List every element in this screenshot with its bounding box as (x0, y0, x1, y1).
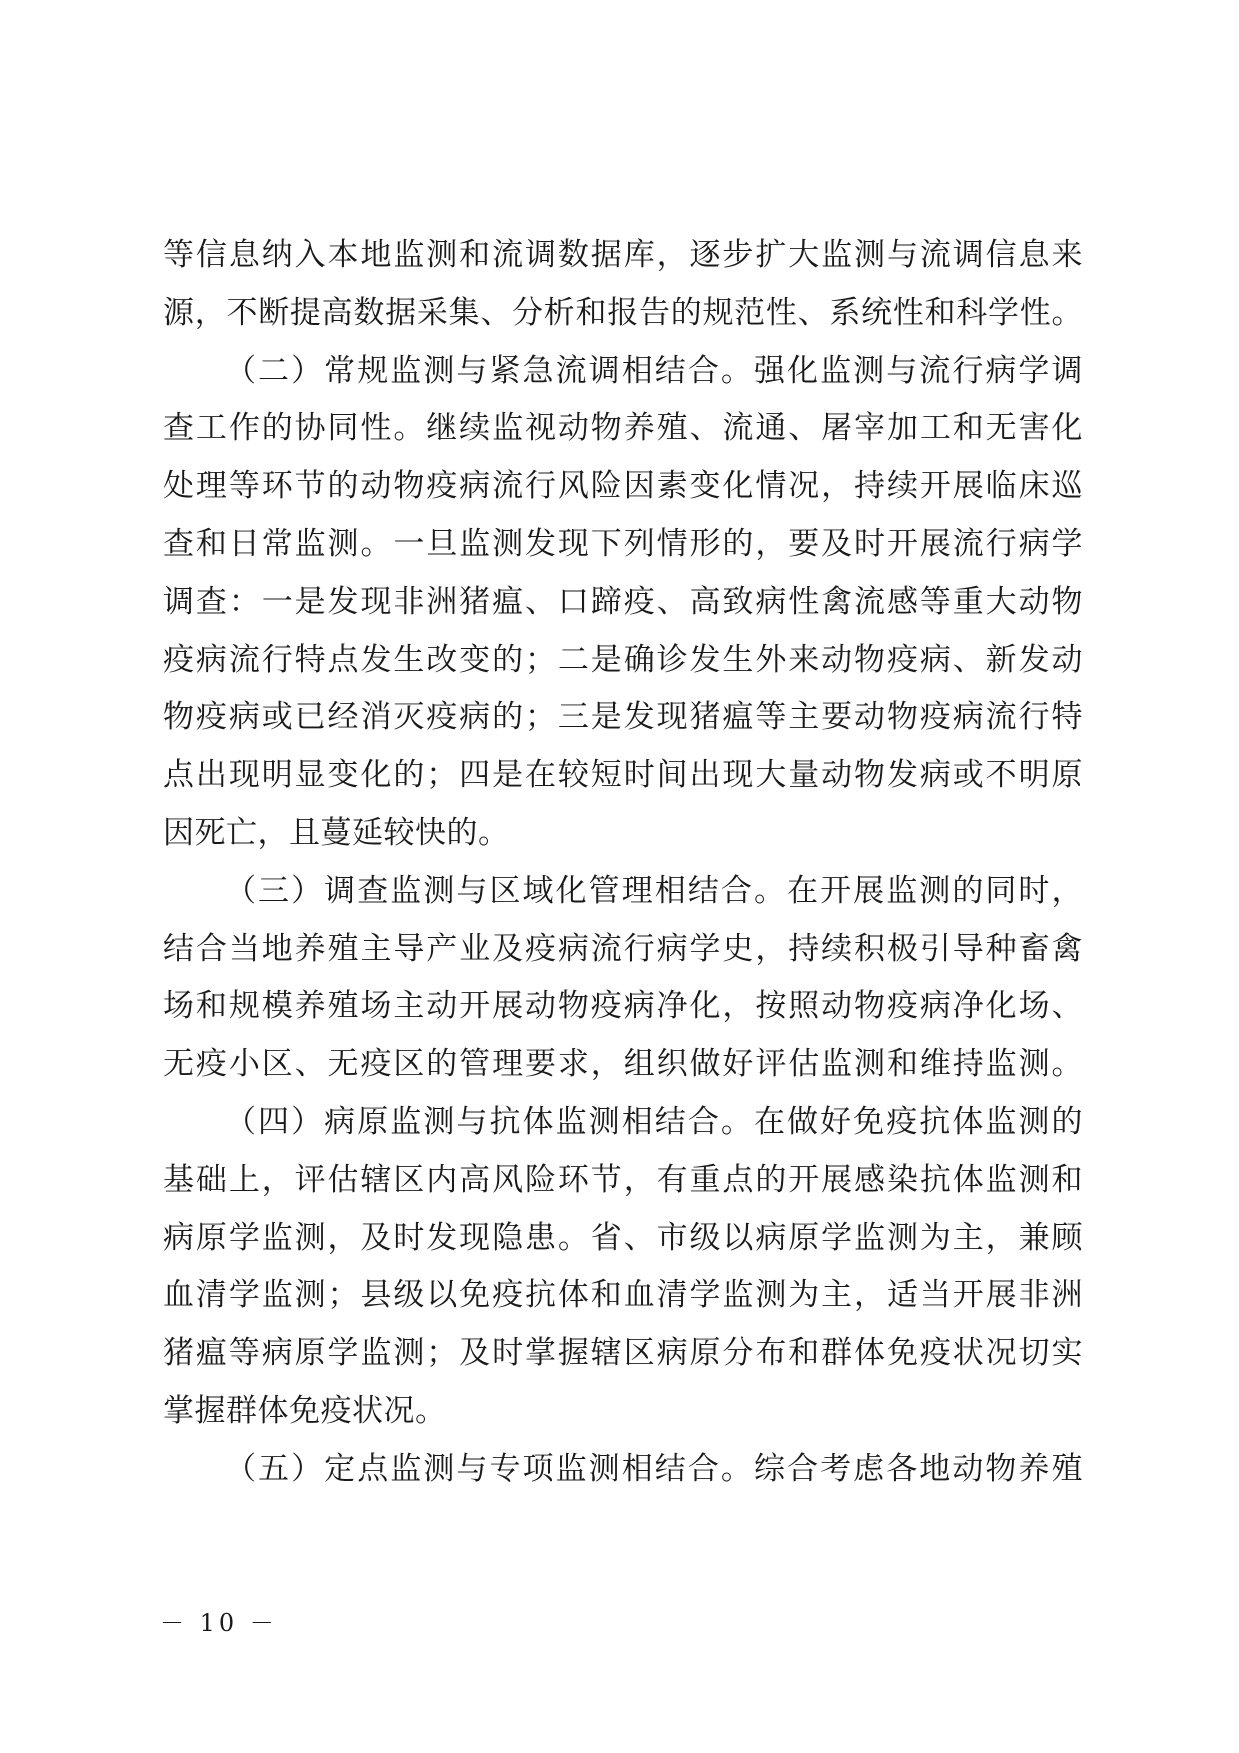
text-line: 疫病流行特点发生改变的；二是确诊发生外来动物疫病、新发动 (163, 641, 1083, 678)
text-line: 因死亡，且蔓延较快的。 (163, 814, 510, 851)
text-line: 基础上，评估辖区内高风险环节，有重点的开展感染抗体监测和 (163, 1161, 1083, 1198)
text-line: 查工作的协同性。继续监视动物养殖、流通、屠宰加工和无害化 (163, 410, 1083, 447)
text-line: 结合当地养殖主导产业及疫病流行病学史，持续积极引导种畜禽 (163, 930, 1083, 967)
text-line: 无疫小区、无疫区的管理要求，组织做好评估监测和维持监测。 (163, 1046, 1083, 1083)
text-line: （三）调查监测与区域化管理相结合。在开展监测的同时， (225, 872, 1083, 909)
text-line: 血清学监测；县级以免疫抗体和血清学监测为主，适当开展非洲 (163, 1277, 1083, 1314)
text-line: （五）定点监测与专项监测相结合。综合考虑各地动物养殖 (225, 1450, 1083, 1487)
text-line: 查和日常监测。一旦监测发现下列情形的，要及时开展流行病学 (163, 525, 1083, 562)
page-number: － 10 － (160, 1609, 278, 1637)
text-line: 源，不断提高数据采集、分析和报告的规范性、系统性和科学性。 (163, 294, 1083, 331)
body-text (163, 227, 1083, 1499)
text-line: 物疫病或已经消灭疫病的；三是发现猪瘟等主要动物疫病流行特 (163, 699, 1083, 736)
text-line: 场和规模养殖场主动开展动物疫病净化，按照动物疫病净化场、 (163, 988, 1083, 1025)
text-line: 处理等环节的动物疫病流行风险因素变化情况，持续开展临床巡 (163, 468, 1083, 505)
text-line: 掌握群体免疫状况。 (163, 1392, 447, 1429)
text-line: 猪瘟等病原学监测；及时掌握辖区病原分布和群体免疫状况切实 (163, 1335, 1083, 1372)
text-line: 病原学监测，及时发现隐患。省、市级以病原学监测为主，兼顾 (163, 1219, 1083, 1256)
text-line: （四）病原监测与抗体监测相结合。在做好免疫抗体监测的 (225, 1103, 1083, 1140)
text-line: 点出现明显变化的；四是在较短时间出现大量动物发病或不明原 (163, 757, 1083, 794)
text-line: 调查：一是发现非洲猪瘟、口蹄疫、高致病性禽流感等重大动物 (163, 583, 1083, 620)
text-line: 等信息纳入本地监测和流调数据库，逐步扩大监测与流调信息来 (163, 237, 1083, 273)
text-line: （二）常规监测与紧急流调相结合。强化监测与流行病学调 (225, 352, 1083, 389)
